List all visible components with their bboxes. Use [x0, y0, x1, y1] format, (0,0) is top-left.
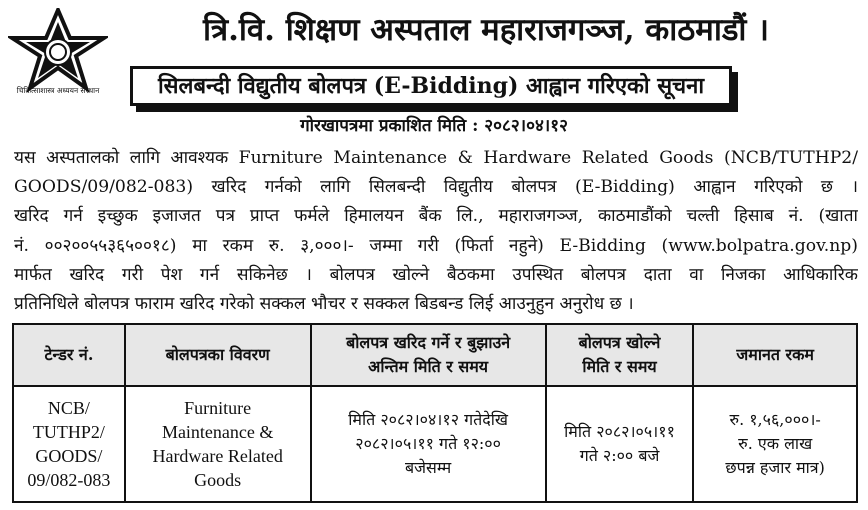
- cell-opening-date: मिति २०८२।०५।११ गते २:०० बजे: [546, 386, 694, 502]
- header-description: बोलपत्रका विवरण: [125, 324, 311, 386]
- body-line: प्रतिनिधिले बोलपत्र फाराम खरिद गरेको सक्कल भौचर र सक्कल बिडबन्ड लिई आउनुहुन अनुरोध छ ।: [14, 293, 634, 314]
- table-row: [13, 386, 857, 502]
- body-line: नं. ००२००५५३६५००१८) मा रकम रु. ३,०००।- जम्मा गरी (फिर्ता नहुने) E-Bidding (www.bolpatra.gov.np): [14, 235, 858, 256]
- publication-date: गोरखापत्रमा प्रकाशित मिति : २०८२।०४।१२: [300, 116, 568, 136]
- body-line: यस अस्पतालको लागि आवश्यक Furniture Maintenance & Hardware Related Goods (NCB/TUTHP2/: [14, 148, 858, 168]
- header-bid-security: जमानत रकम: [693, 324, 857, 386]
- institute-logo: [8, 8, 108, 94]
- cell-description: Furniture Maintenance & Hardware Related Goods: [125, 386, 311, 502]
- body-line: मार्फत खरिद गरी पेश गर्न सकिनेछ । बोलपत्र खोल्ने बैठकमा उपस्थित बोलपत्र दाता वा निजका आधिकारिक: [14, 264, 858, 285]
- notice-body: [14, 144, 858, 319]
- header-opening-date: बोलपत्र खोल्ने मिति र समय: [546, 324, 694, 386]
- tender-table: [12, 323, 858, 503]
- body-line: खरिद गर्न इच्छुक इजाजत पत्र प्राप्त फर्मले हिमालयन बैंक लि., महाराजगञ्ज, काठमाडौंको चल्ती हिसाब नं. (खाता: [14, 206, 858, 227]
- notice-subtitle: सिलबन्दी विद्युतीय बोलपत्र (E-Bidding) आह्वान गरिएको सूचना: [130, 66, 732, 106]
- hospital-title: त्रि.वि. शिक्षण अस्पताल महाराजगञ्ज, काठमाडौं ।: [202, 12, 770, 48]
- star-emblem-icon: [8, 8, 108, 94]
- header-tender-no: टेन्डर नं.: [13, 324, 125, 386]
- header-submission-deadline: बोलपत्र खरिद गर्ने र बुझाउने अन्तिम मिति र समय: [311, 324, 546, 386]
- cell-bid-security: रु. १,५६,०००।- रु. एक लाख छपन्न हजार मात्र): [693, 386, 857, 502]
- cell-submission-deadline: मिति २०८२।०४।१२ गतेदेखि २०८२।०५।११ गते १२:०० बजेसम्म: [311, 386, 546, 502]
- cell-tender-no: NCB/ TUTHP2/ GOODS/ 09/082-083: [13, 386, 125, 502]
- body-line: GOODS/09/082-083) खरिद गर्नको लागि सिलबन्दी विद्युतीय बोलपत्र (E-Bidding) आह्वान गरिएको छ ।: [14, 177, 858, 198]
- logo-caption: चिकित्साशास्त्र अध्ययन संस्थान: [16, 86, 100, 94]
- table-header-row: [13, 324, 857, 386]
